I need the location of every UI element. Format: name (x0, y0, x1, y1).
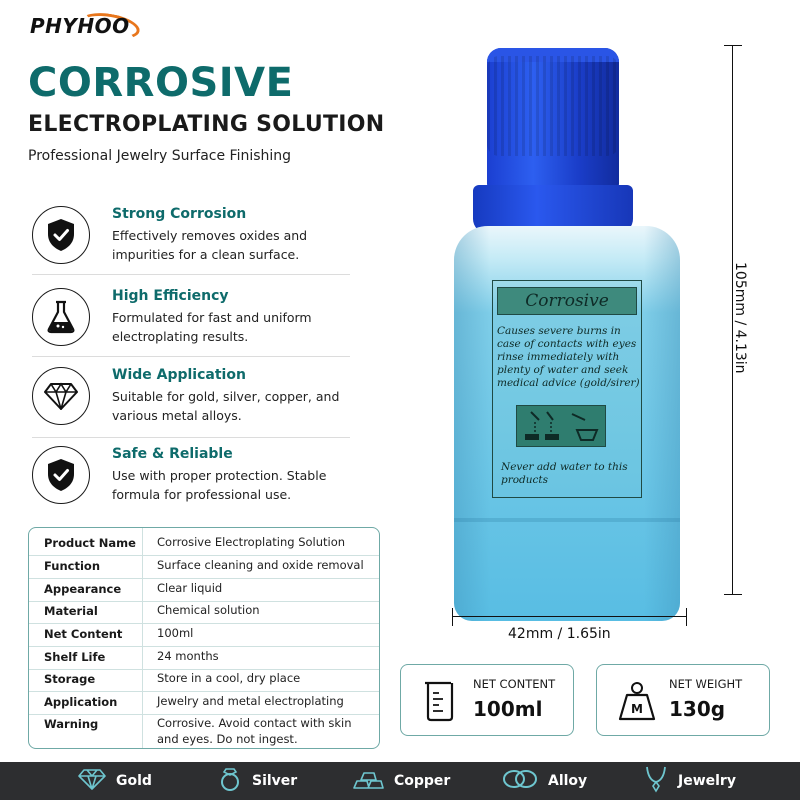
bottle-cap (487, 48, 619, 188)
shield-check-icon (32, 206, 90, 264)
info-value: 100ml (473, 697, 543, 721)
footer-item-jewelry (644, 762, 736, 800)
feature-wide-application (32, 367, 350, 443)
spec-value: Surface cleaning and oxide removal (157, 558, 364, 572)
footer-item-silver (218, 762, 297, 800)
brand-logo (30, 10, 130, 42)
beaker-icon (421, 679, 459, 723)
footer-label: Gold (116, 773, 152, 789)
subtitle: Professional Jewelry Surface Finishing (28, 148, 292, 164)
footer-item-copper (352, 762, 450, 800)
ingots-icon (352, 768, 384, 794)
spec-table (28, 527, 380, 749)
rings-icon (502, 768, 538, 794)
bottle-label (492, 280, 642, 498)
feature-title: Safe & Reliable (112, 446, 233, 462)
feature-desc: Use with proper protection. Stable formula for professional use. (112, 468, 327, 502)
spec-row-divider (29, 623, 379, 624)
spec-key: Application (44, 695, 118, 709)
height-dimension-cap (724, 594, 742, 595)
weight-icon (617, 679, 655, 723)
spec-value: Chemical solution (157, 603, 260, 617)
label-warning: Never add water to this products (501, 461, 628, 486)
spec-key: Function (44, 559, 101, 573)
info-value: 130g (669, 697, 726, 721)
footer-label: Alloy (548, 773, 588, 789)
label-title: Corrosive (497, 287, 637, 315)
info-label: NET CONTENT (473, 677, 556, 691)
footer-bar (0, 762, 800, 800)
spec-value: Jewelry and metal electroplating (157, 694, 344, 708)
spec-key: Appearance (44, 582, 122, 596)
spec-key: Storage (44, 672, 96, 686)
spec-column-divider (142, 528, 143, 748)
label-text: Causes severe burns in case of contacts with eyes rinse immediately with plenty of water and seek medical advice (gold/sirer) (497, 325, 640, 389)
diamond-icon (32, 367, 90, 425)
height-dimension-label: 105mm / 4.13in (732, 262, 748, 374)
footer-item-gold (78, 762, 152, 800)
spec-value: 24 months (157, 649, 219, 663)
spec-key: Product Name (44, 536, 136, 550)
feature-divider (32, 356, 350, 357)
spec-row-divider (29, 691, 379, 692)
shield-check-icon (32, 446, 90, 504)
spec-row-divider (29, 555, 379, 556)
brand-name: PHYHOO (30, 14, 130, 38)
feature-divider (32, 274, 350, 275)
feature-title: Wide Application (112, 367, 246, 383)
width-dimension-line (452, 616, 686, 617)
spec-key: Net Content (44, 627, 123, 641)
ring-icon (218, 766, 242, 796)
feature-high-efficiency (32, 288, 350, 364)
feature-desc: Effectively removes oxides and impurities for a clean surface. (112, 228, 308, 262)
spec-key: Warning (44, 717, 99, 731)
footer-item-alloy (502, 762, 587, 800)
feature-safe-reliable (32, 446, 350, 522)
spec-key: Shelf Life (44, 650, 106, 664)
feature-strong-corrosion (32, 206, 350, 282)
width-dimension-cap (686, 608, 687, 626)
spec-value: Clear liquid (157, 581, 223, 595)
corrosive-hazard-icon (516, 405, 606, 447)
spec-value: 100ml (157, 626, 194, 640)
info-label: NET WEIGHT (669, 677, 743, 691)
feature-desc: Suitable for gold, silver, copper, and various metal alloys. (112, 389, 340, 423)
spec-value: Corrosive. Avoid contact with skin and eyes. Do not ingest. (157, 716, 352, 746)
footer-label: Copper (394, 773, 451, 789)
spec-row-divider (29, 578, 379, 579)
product-bottle (440, 40, 690, 620)
spec-key: Material (44, 604, 98, 618)
gem-icon (78, 768, 106, 794)
width-dimension-label: 42mm / 1.65in (508, 626, 611, 642)
title-line2: ELECTROPLATING SOLUTION (28, 112, 385, 137)
width-dimension-cap (452, 608, 453, 626)
spec-row-divider (29, 646, 379, 647)
feature-desc: Formulated for fast and uniform electroplating results. (112, 310, 312, 344)
feature-title: Strong Corrosion (112, 206, 247, 222)
flask-icon (32, 288, 90, 346)
weight-icon-letter: M (631, 702, 643, 716)
feature-divider (32, 437, 350, 438)
net-content-box (400, 664, 574, 736)
spec-value: Store in a cool, dry place (157, 671, 301, 685)
spec-value: Corrosive Electroplating Solution (157, 535, 346, 549)
footer-label: Silver (252, 773, 298, 789)
net-weight-box (596, 664, 770, 736)
title-line1: CORROSIVE (28, 60, 294, 106)
height-dimension-cap (724, 45, 742, 46)
footer-label: Jewelry (678, 773, 736, 789)
feature-title: High Efficiency (112, 288, 229, 304)
necklace-icon (644, 765, 668, 797)
